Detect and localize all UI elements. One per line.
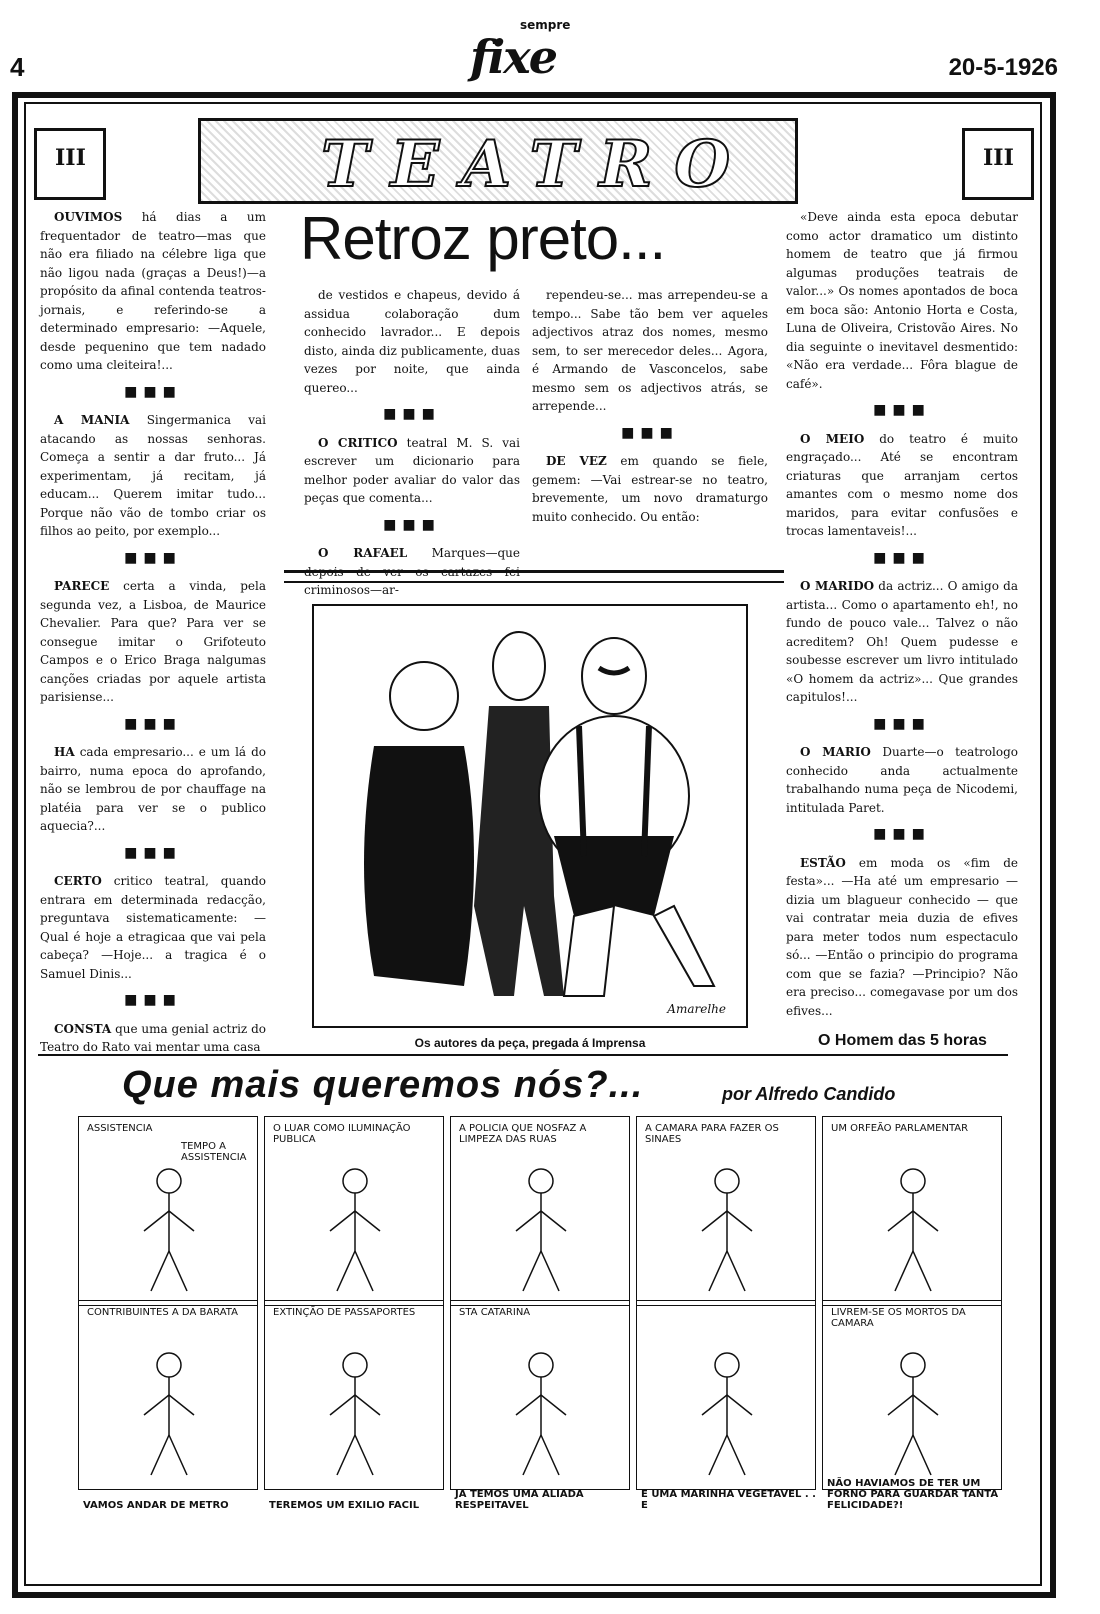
- cartoon-caption: Os autores da peça, pregada á Imprensa: [414, 1036, 646, 1050]
- comic-panel: [822, 1116, 1002, 1306]
- panel-sketch: [825, 1335, 1001, 1485]
- panel-label: A CAMARA PARA FAZER OS SINAES: [645, 1123, 779, 1145]
- panel-label: O LUAR COMO ILUMINAÇÃO PUBLICA: [273, 1123, 411, 1145]
- section-banner: [198, 118, 798, 204]
- section-separator: ■■■: [873, 715, 931, 732]
- comic-row-bottom: [78, 1300, 1008, 1511]
- paragraph-text: certa a vinda, pela segunda vez, a Lisboa, de Maurice Chevalier. Para que? Para ver se consegue imitar o Grifoteuto Campos e o Erico Braga nalgumas canções criadas por aquele artista parisiense...: [40, 579, 266, 704]
- paragraph-lead: O MARIO: [800, 745, 871, 759]
- section-separator: ■■■: [124, 992, 182, 1008]
- page-number: 4: [10, 52, 25, 82]
- comic-panel: [450, 1300, 630, 1511]
- paragraph-lead: CERTO: [54, 874, 102, 888]
- panel-sketch: [81, 1335, 257, 1485]
- headline: Retroz preto...: [300, 205, 666, 272]
- paragraph-text: que uma genial actriz do Teatro do Rato vai mentar uma casa: [40, 1021, 266, 1054]
- section-separator: ■■■: [873, 402, 931, 418]
- strip-byline: por Alfredo Candido: [722, 1084, 896, 1104]
- masthead-text: fixe: [470, 30, 556, 84]
- paragraph-text: Duarte—o teatrologo conhecido anda actualmente trabalhando numa peça de Nicodemi, intitulada Paret.: [786, 745, 1018, 815]
- paragraph-lead: O CRITICO: [318, 435, 398, 450]
- panel-label: UM ORFEÃO PARLAMENTAR: [831, 1123, 969, 1134]
- paragraph-text: «Deve ainda esta epoca debutar como actor dramatico um distinto homem de teatro que já firmou algumas produções teatrais de valor...» Os nomes apontados de boca em boca são: Antonio Horta e Costa, Luna de Oliveira, Cristovão Aires. No dia seguinte o inevitavel desmentido: «Não era verdade... Fôra blague de café».: [786, 210, 1018, 391]
- paragraph-lead: O RAFAEL: [318, 546, 408, 560]
- news-paragraph: [786, 577, 1018, 707]
- column-left: [40, 208, 266, 1059]
- panel-caption: VAMOS ANDAR DE METRO: [83, 1500, 229, 1511]
- column-right: [786, 208, 1018, 1022]
- panel-sketch: [639, 1151, 815, 1301]
- paragraph-lead: HA: [54, 745, 75, 759]
- news-paragraph: [786, 430, 1018, 541]
- paragraph-text: há dias a um frequentador de teatro—mas que não era filiado na célebre liga que não ligou nada (graças a Deus!)—a propósito da afinal contenda teatros-jornais, e referindo-se a determinado empresario: —Aquele, desde pequenino que tem nadado como uma cleiteira!...: [40, 210, 266, 372]
- paragraph-lead: DE VEZ: [546, 454, 607, 468]
- comic-panel: [78, 1300, 258, 1511]
- paragraph-text: teatral M. S. vai escrever um dicionario para melhor poder avaliar do valor das peças que comenta...: [304, 435, 520, 505]
- paragraph-lead: ESTÃO: [800, 855, 846, 870]
- panel-caption: NÃO HAVIAMOS DE TER UM FORNO PARA GUARDAR TANTA FELICIDADE?!: [827, 1478, 999, 1511]
- section-separator: ■■■: [873, 826, 931, 842]
- section-separator: ■■■: [124, 844, 182, 861]
- panel-sketch: [81, 1151, 257, 1301]
- paragraph-lead: O MARIDO: [800, 579, 875, 593]
- news-paragraph: [40, 743, 266, 836]
- paragraph-text: de vestidos e chapeus, devido á assidua colaboração dum conhecido lavrador... E depois disto, ainda diz publicamente, duas vezes por noite, que ainda quereo...: [304, 288, 520, 395]
- section-separator: ■■■: [873, 549, 931, 566]
- section-separator: ■■■: [383, 516, 441, 533]
- news-paragraph: [786, 743, 1018, 817]
- panel-caption: TEREMOS UM EXILIO FACIL: [269, 1500, 420, 1511]
- paragraph-text: em moda os «fim de festa»... —Ha até um empresario — dizia um blagueur conhecido — que vai contratar meia duzia de efives para meter todos num espectaculo só... —Então o principio do programa com que se fazia? —Principio? Não era preciso... comegavase por um dos efives...: [786, 855, 1018, 1018]
- caricature-drawing: [314, 606, 746, 1026]
- news-paragraph: [532, 452, 768, 526]
- panel-label: STA CATARINA: [459, 1307, 531, 1318]
- news-paragraph: [304, 434, 520, 508]
- news-paragraph: [40, 577, 266, 707]
- news-paragraph: [40, 411, 266, 541]
- paragraph-text: cada empresario... e um lá do bairro, numa epoca do aprofando, não se lembrou de por chauffage na platéia para ver se o publico aquecia?...: [40, 745, 266, 833]
- issue-date: 20-5-1926: [948, 54, 1058, 81]
- section-divider: [38, 1054, 1008, 1056]
- comic-panel: [264, 1116, 444, 1306]
- paragraph-lead: PARECE: [54, 579, 110, 593]
- panel-sketch: [639, 1335, 815, 1485]
- comic-row-top: [78, 1116, 1008, 1306]
- news-paragraph: [40, 1020, 266, 1057]
- panel-sublabel: TEMPO A ASSISTENCIA: [181, 1141, 247, 1163]
- news-paragraph: [40, 208, 266, 375]
- paragraph-lead: O MEIO: [800, 431, 865, 446]
- paragraph-lead: A MANIA: [54, 413, 130, 427]
- comic-panel: [636, 1116, 816, 1306]
- news-paragraph: [786, 854, 1018, 1021]
- comic-panel: [822, 1300, 1002, 1511]
- panel-sketch: [267, 1151, 443, 1301]
- panel-sketch: [453, 1335, 629, 1485]
- strip-title: Que mais queremos nós?...: [122, 1064, 644, 1106]
- panel-label: A POLICIA QUE NOSFAZ A LIMPEZA DAS RUAS: [459, 1123, 587, 1145]
- banner-title: TEATRO: [321, 127, 753, 202]
- panel-sketch: [453, 1151, 629, 1301]
- comic-panel: [636, 1300, 816, 1511]
- panel-caption: JA TEMOS UMA ALIADA RESPEITAVEL: [455, 1489, 584, 1511]
- panel-label: LIVREM-SE OS MORTOS DA CAMARA: [831, 1307, 966, 1329]
- paragraph-text: Singermanica vai atacando as nossas senhoras. Começa a sentir a dar fruto... Já experimentam, já recitam, já educam... Querem imitar tudo... Porque não vão de tombo criar os filhos ao peito, por exemplo...: [40, 413, 266, 538]
- caricature-illustration: [312, 604, 748, 1028]
- paragraph-text: Marques—que depois de ver os cartazes fei criminosos—ar-: [304, 546, 520, 597]
- paragraph-lead: OUVIMOS: [54, 210, 123, 224]
- panel-label: ASSISTENCIA: [87, 1123, 153, 1134]
- theatre-mask-icon-right: [962, 128, 1034, 200]
- masthead-logo: [470, 18, 571, 84]
- comic-panel: [78, 1116, 258, 1306]
- divider-rule: [284, 570, 784, 583]
- paragraph-lead: CONSTA: [54, 1021, 112, 1036]
- page-header: [0, 18, 1100, 90]
- news-paragraph: [786, 208, 1018, 393]
- news-paragraph: [304, 286, 520, 397]
- masthead-small: sempre: [520, 18, 571, 32]
- comic-panel: [264, 1300, 444, 1511]
- panel-sketch: [825, 1151, 1001, 1301]
- section-separator: ■■■: [124, 383, 182, 400]
- column-center-right: [532, 286, 768, 528]
- section-separator: ■■■: [621, 424, 679, 441]
- panel-caption: E UMA MARINHA VEGETAVEL . . E: [641, 1489, 816, 1511]
- column-center-left: [304, 286, 520, 602]
- section-separator: ■■■: [124, 549, 182, 566]
- news-paragraph: [40, 872, 266, 983]
- paragraph-text: do teatro é muito engraçado... Até se encontram criaturas que arranjam certos amantes com o mesmo nome dos maridos, para evitar confusões e trocas lamentaveis!...: [786, 431, 1018, 538]
- paragraph-text: da actriz... O amigo da artista... Como o apartamento eh!, no fundo de pouco vale... Talvez o não acreditem? Oh! Quem pudesse e soubesse escrever um livro intitulado «O homem da actriz»... Que grandes capitulos!...: [786, 579, 1018, 704]
- section-separator: ■■■: [383, 406, 441, 422]
- panel-label: CONTRIBUINTES A DA BARATA: [87, 1307, 238, 1318]
- news-paragraph: [532, 286, 768, 416]
- paragraph-text: em quando se fiele, gemem: —Vai estrear-se no teatro, brevemente, um novo dramaturgo muito conhecido. Ou então:: [532, 454, 768, 524]
- section-separator: ■■■: [124, 715, 182, 732]
- panel-sketch: [267, 1335, 443, 1485]
- paragraph-text: critico teatral, quando entrara em determinada redacção, preguntava sistematicamente: —Qual é hoje a etragicaa que vai pela cabeça? —Hoje... a tragica é o Samuel Dinis...: [40, 874, 266, 981]
- paragraph-text: rependeu-se... mas arrependeu-se a tempo... Sabe tão bem ver aqueles adjectivos atraz dos nomes, mesmo sem, to ser merecedor deles... Agora, é Armando de Vasconcelos, sabe mesmo sem os adjectivos atrás, se arrepende...: [532, 288, 768, 413]
- panel-label: EXTINÇÃO DE PASSAPORTES: [273, 1307, 416, 1318]
- artist-signature: Amarelhe: [667, 1002, 726, 1016]
- theatre-mask-icon-left: [34, 128, 106, 200]
- comic-panel: [450, 1116, 630, 1306]
- column-signature: O Homem das 5 horas: [818, 1032, 987, 1049]
